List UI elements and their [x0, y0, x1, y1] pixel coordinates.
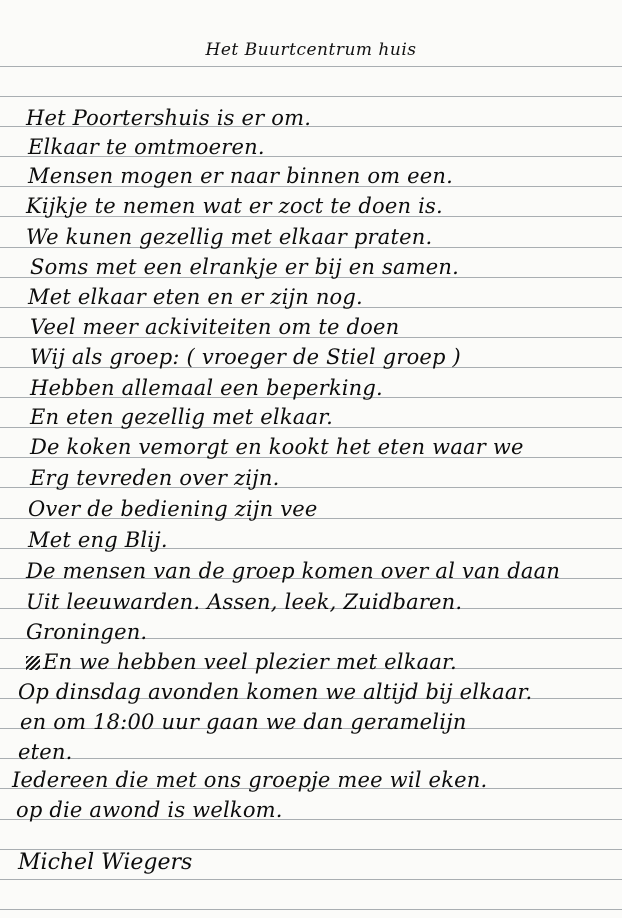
letter-line: Hebben allemaal een beperking.	[30, 376, 383, 400]
ruled-line	[0, 66, 622, 67]
letter-line: Uit leeuwarden. Assen, leek, Zuidbaren.	[26, 590, 463, 614]
letter-line: We kunen gezellig met elkaar praten.	[26, 225, 433, 249]
letter-line: De koken vemorgt en kookt het eten waar we	[30, 435, 524, 459]
letter-line: En eten gezellig met elkaar.	[30, 405, 334, 429]
letter-line: Groningen.	[26, 620, 148, 644]
letter-line: Mensen mogen er naar binnen om een.	[28, 164, 454, 188]
letter-line: Het Poortershuis is er om.	[26, 106, 312, 130]
signature: Michel Wiegers	[18, 850, 193, 875]
letter-line: Over de bediening zijn vee	[28, 497, 318, 521]
letter-line: Met eng Blij.	[28, 528, 168, 552]
letter-line: op die awond is welkom.	[16, 798, 283, 822]
letter-line: De mensen van de groep komen over al van daan	[26, 559, 561, 583]
crossed-out-scribble	[26, 656, 40, 670]
letter-line: Op dinsdag avonden komen we altijd bij elkaar.	[18, 680, 533, 704]
ruled-line	[0, 909, 622, 910]
ruled-line	[0, 96, 622, 97]
letter-line: en om 18:00 uur gaan we dan geramelijn	[20, 710, 467, 734]
letter-line: Met elkaar eten en er zijn nog.	[28, 285, 363, 309]
letter-line-text: En we hebben veel plezier met elkaar.	[43, 650, 457, 674]
letter-line: Soms met een elrankje er bij en samen.	[30, 255, 460, 279]
ruled-line	[0, 879, 622, 880]
letter-line: eten.	[18, 740, 73, 764]
letter-title: Het Buurtcentrum huis	[205, 40, 417, 60]
ruled-line	[0, 758, 622, 759]
letter-line: Veel meer ackiviteiten om te doen	[30, 315, 400, 339]
letter-line: Wij als groep: ( vroeger de Stiel groep )	[30, 345, 461, 369]
letter-line: Elkaar te omtmoeren.	[28, 135, 265, 159]
letter-line: Erg tevreden over zijn.	[30, 466, 280, 490]
letter-line: Kijkje te nemen wat er zoct te doen is.	[26, 194, 443, 218]
letter-line-with-scribble	[26, 650, 457, 674]
letter-line: Iedereen die met ons groepje mee wil eken.	[12, 768, 488, 792]
